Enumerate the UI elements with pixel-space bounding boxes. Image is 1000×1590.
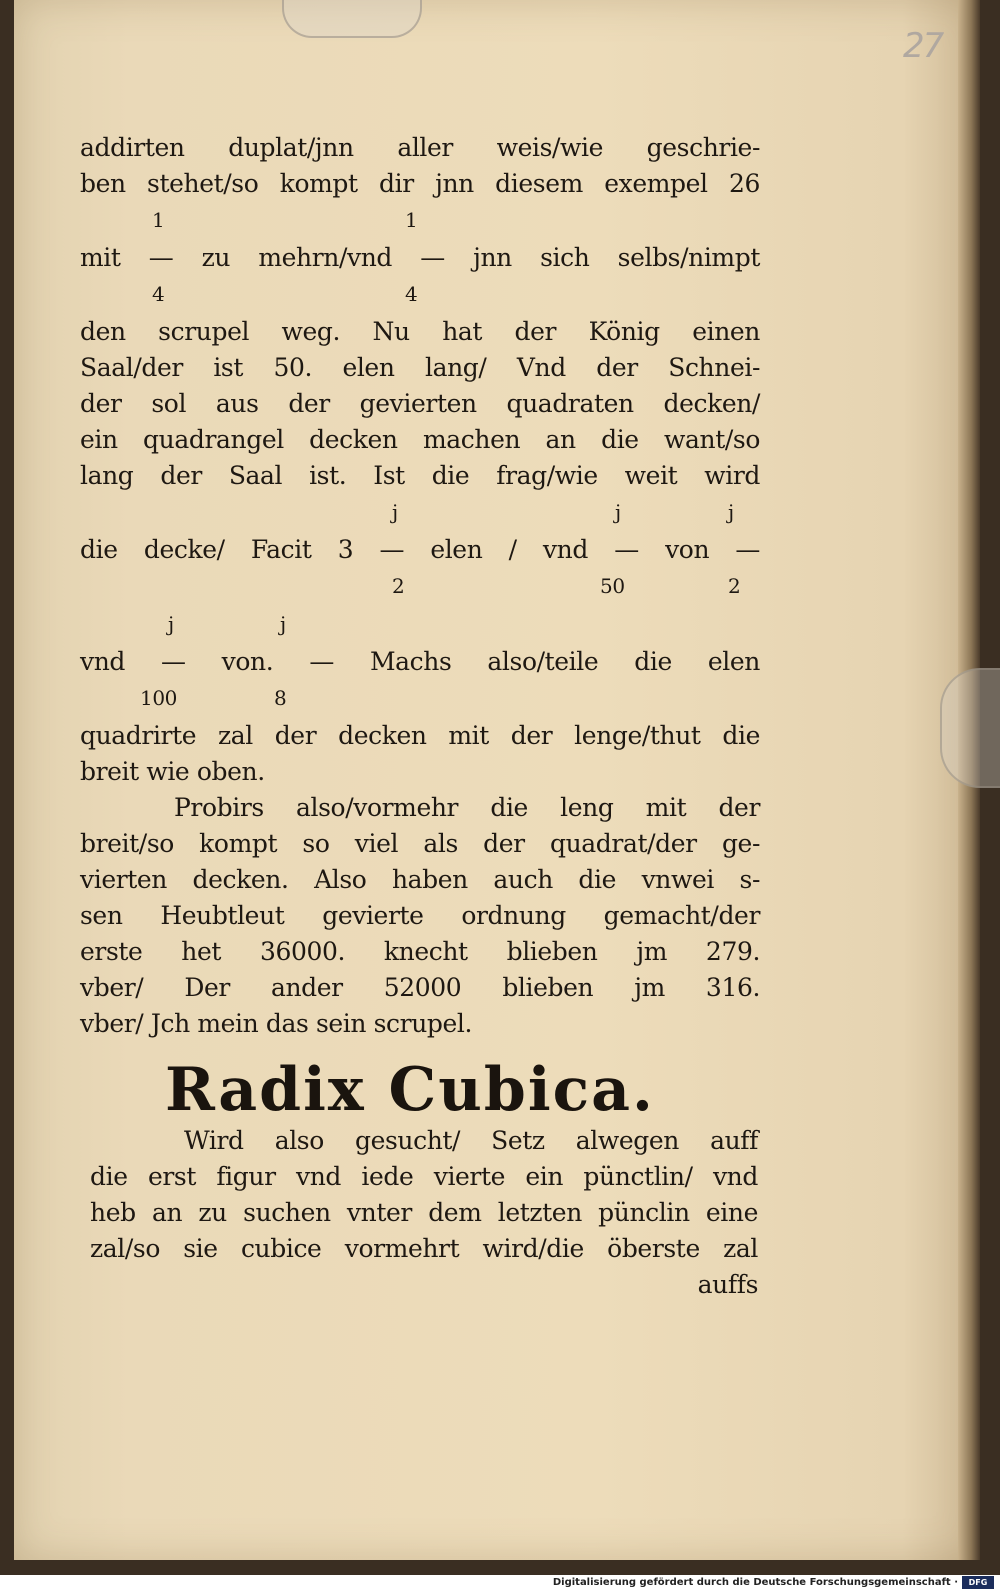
denominator: 100 (140, 686, 177, 710)
catchword: auffs (697, 1270, 758, 1299)
funding-notice: Digitalisierung gefördert durch die Deutsche Forschungsgemeinschaft · (552, 1577, 958, 1588)
text-line: zal/so sie cubice vormehrt wird/die öberste zal (90, 1234, 758, 1263)
numerator: j (615, 500, 621, 524)
section-text-block (90, 1122, 758, 1304)
text-line: ein quadrangel decken machen an die want/so (80, 425, 760, 454)
text-line: Wird also gesucht/ Setz alwegen auff (184, 1126, 758, 1155)
denominator: 4 (152, 282, 165, 306)
text-line: vnd — von. — Machs also/teile die elen (80, 647, 760, 676)
dfg-logo: DFG (962, 1576, 994, 1589)
text-line: breit wie oben. (80, 757, 265, 786)
text-line: den scrupel weg. Nu hat der König einen (80, 317, 760, 346)
numerator: j (728, 500, 734, 524)
denominator: 8 (274, 686, 287, 710)
text-line: der sol aus der gevierten quadraten decken/ (80, 389, 760, 418)
fraction-numerators (80, 202, 760, 240)
denominator: 4 (405, 282, 418, 306)
fraction-denominators (80, 568, 760, 606)
section-heading: Radix Cubica. (165, 1055, 655, 1125)
numerator: 1 (405, 208, 418, 232)
text-line: Probirs also/vormehr die leng mit der (174, 793, 760, 822)
numerator: j (280, 612, 286, 636)
folio-number: 27 (903, 26, 943, 66)
page-clip-top (282, 0, 422, 38)
numerator: j (168, 612, 174, 636)
text-line: heb an zu suchen vnter dem letzten pünclin eine (90, 1198, 758, 1227)
text-line: vierten decken. Also haben auch die vnwei s- (80, 865, 760, 894)
fraction-denominators (80, 680, 760, 718)
fraction-numerators (80, 494, 760, 532)
denominator: 2 (728, 574, 741, 598)
text-line: erste het 36000. knecht blieben jm 279. (80, 937, 760, 966)
text-line: quadrirte zal der decken mit der lenge/thut die (80, 721, 760, 750)
numerator: 1 (152, 208, 165, 232)
text-line: lang der Saal ist. Ist die frag/wie weit wird (80, 461, 760, 490)
text-line: vber/ Der ander 52000 blieben jm 316. (80, 973, 760, 1002)
text-line: die decke/ Facit 3 — elen / vnd — von — (80, 535, 760, 564)
text-line: ben stehet/so kompt dir jnn diesem exempel 26 (80, 169, 760, 198)
footer-bar (0, 1575, 1000, 1590)
page-clip-right (940, 668, 1000, 788)
denominator: 2 (392, 574, 405, 598)
denominator: 50 (600, 574, 625, 598)
numerator: j (392, 500, 398, 524)
fraction-denominators (80, 276, 760, 314)
text-line: Saal/der ist 50. elen lang/ Vnd der Schnei- (80, 353, 760, 382)
text-line: vber/ Jch mein das sein scrupel. (80, 1009, 473, 1038)
text-line: breit/so kompt so viel als der quadrat/der ge- (80, 829, 760, 858)
text-line: mit — zu mehrn/vnd — jnn sich selbs/nimpt (80, 243, 760, 272)
main-text-block (80, 130, 760, 1042)
text-line: die erst figur vnd iede vierte ein pünctlin/ vnd (90, 1162, 758, 1191)
text-line: sen Heubtleut gevierte ordnung gemacht/der (80, 901, 760, 930)
text-line: addirten duplat/jnn aller weis/wie geschrie- (80, 133, 760, 162)
fraction-numerators (80, 606, 760, 644)
